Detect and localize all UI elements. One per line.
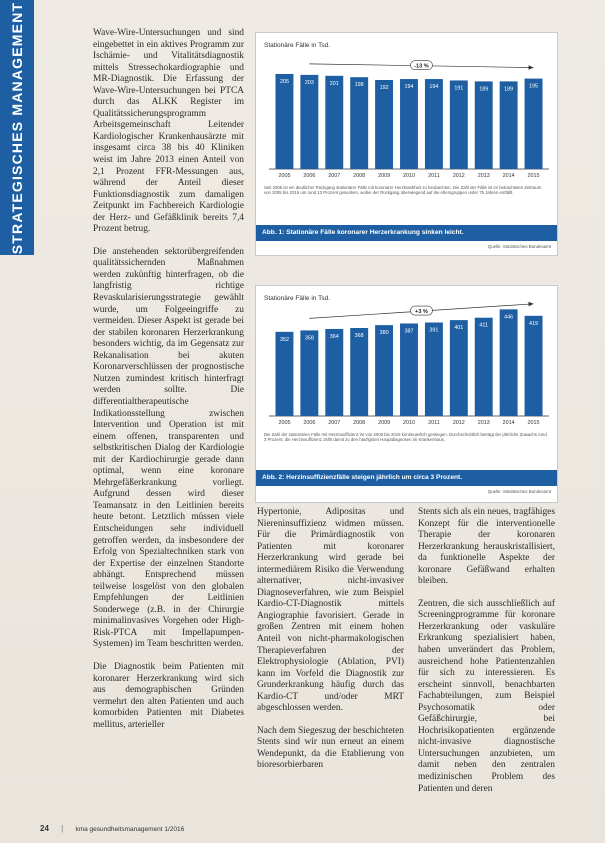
chart-bar: [425, 79, 443, 169]
bar-value-label: 205: [279, 78, 289, 85]
chart-bar: [500, 81, 518, 169]
trend-annotation: -13 %: [414, 63, 429, 70]
chart-bar: [525, 79, 543, 169]
x-tick-label: 2005: [278, 173, 291, 179]
chart-bar: [300, 330, 318, 416]
x-tick-label: 2006: [303, 173, 316, 179]
figure-1-note: Seit 2005 ist ein deutlicher Rückgang stationärer Fälle mit koronarer Herzkrankheit zu beobachten. Die Zahl der Fälle ist im betrachteten Zeitraum von 2005 bis 2015 um rund 13 Prozent gesunken, wobei der Rückgang überwiegend auf die Altersgruppen unter 75 Jahren entfällt.: [264, 185, 542, 196]
x-tick-label: 2005: [278, 420, 291, 426]
paragraph: Hypertonie, Adipositas und Niereninsuffizienz widmen müssen. Für die Primärdiagnostik von Patienten mit koronarer Herzerkrankung wird gerade bei intermediärem Risiko die Verwendung alternativer, nicht-invasiver Diagnoseverfahren, wie zum Beispiel Kardio-CT-Diagnostik mittels Angiographie favorisiert. Gerade in großen Zentren mit einem hohen Anteil von nicht-pharmakologischen Therapieverfahren der Elektrophysiologie (Ablation, PVI) kann im Vorfeld die Diagnostik zur Grunderkrankung häufig durch das Kardio-CT und/oder MRT abgeschlossen werden.: [257, 507, 404, 714]
x-tick-label: 2008: [353, 173, 366, 179]
text-column-left: [93, 28, 244, 742]
chart-bar: [500, 309, 518, 416]
bar-value-label: 198: [354, 82, 364, 89]
chart-bar: [375, 80, 393, 169]
paragraph: Nach dem Siegeszug der beschichteten Stents sind wir nun erneut an einem Wendepunkt, da die Etablierung von bioresorbierbaren: [257, 725, 404, 771]
figure-2: [255, 285, 558, 503]
chart-bar: [275, 332, 293, 416]
bar-value-label: 189: [479, 86, 489, 93]
figure-2-caption: Abb. 2: Herzinsuffizienzfälle steigen jährlich um circa 3 Prozent.: [256, 470, 557, 486]
chart-bar: [400, 79, 418, 169]
x-tick-label: 2011: [428, 173, 440, 179]
bar-value-label: 194: [404, 84, 414, 91]
paragraph: Stents sich als ein neues, tragfähiges Konzept für die interventionelle Therapie der koronaren Herzerkrankung herauskristallisiert, da funktionelle Aspekte der koronare Gefäßwand erhalten bleiben.: [418, 507, 555, 587]
figure-2-source: Quelle: Statistisches Bundesamt: [487, 489, 551, 494]
bar-value-label: 352: [279, 336, 289, 343]
chart-bar: [450, 80, 468, 169]
paragraph: Die anstehenden sektorübergreifenden qualitätssichernden Maßnahmen werden zukünftig hinterfragen, ob die langfristig richtige Revaskularisierungsstrategie gewählt wurde, um Folgeeingriffe zu vermeiden. Dieser Aspekt ist gerade bei der stabilen koronaren Herzerkrankung besonders wichtig, da im Gegensatz zur Rekanalisation bei akuten Koronarverschlüssen der prognostische Nutzen zumindest kritisch hinterfragt werden sollte. Die differentialtherapeutische Indikationsstellung zwischen Intervention und Operation ist mit einem offenen, transparenten und selbstkritischen Dialog der Kardiologie mit der Kardiochirurgie gerade dann optimal, wenn eine koronare Mehrgefäßerkrankung vorliegt. Aufgrund dessen wird dieser Teamansatz in den Leitlinien bereits heute betont. Letztlich müssen viele Entscheidungen sehr individuell getroffen werden, da insbesondere der Erfolg von Spezialtechniken stark von der Expertise der einzelnen Standorte abhängt. Entsprechend müssen teilweise losgelöst von den globalen Empfehlungen der Leitlinien Sonderwege (z.B. in der Chirurgie minimalinvasives Vorgehen oder High-Risk-PTCA mit Impellapumpen-Systemen) im Team beschritten werden.: [93, 246, 244, 650]
figure-1-source: Quelle: Statistisches Bundesamt: [487, 244, 551, 249]
publication-name: kma gesundheitsmanagement 1/2016: [75, 826, 185, 833]
chart-bar: [475, 318, 493, 416]
x-tick-label: 2013: [477, 173, 490, 179]
page-footer: [40, 824, 184, 833]
x-tick-label: 2007: [328, 173, 341, 179]
chart-bar: [425, 323, 443, 417]
x-tick-label: 2012: [452, 173, 465, 179]
x-tick-label: 2006: [303, 420, 316, 426]
bar-value-label: 391: [429, 327, 439, 334]
chart-2: [256, 286, 557, 431]
bar-value-label: 387: [404, 328, 414, 335]
bar-value-label: 203: [304, 79, 314, 86]
chart-bar: [400, 323, 418, 416]
bar-value-label: 419: [529, 320, 539, 327]
chart-title: Stationäre Fälle in Tsd.: [264, 42, 330, 49]
trend-annotation: +3 %: [415, 309, 428, 316]
bar-value-label: 364: [329, 333, 339, 340]
text-column-right: [418, 507, 555, 806]
text-column-middle: [257, 507, 404, 783]
figure-1-caption: Abb. 1: Stationäre Fälle koronarer Herzerkrankung sinken leicht.: [256, 225, 557, 241]
x-tick-label: 2014: [502, 173, 515, 179]
x-tick-label: 2009: [378, 173, 391, 179]
bar-value-label: 195: [529, 83, 539, 90]
bar-value-label: 411: [479, 322, 489, 329]
x-tick-label: 2008: [353, 420, 366, 426]
bar-value-label: 189: [504, 86, 514, 93]
chart-bar: [450, 320, 468, 416]
paragraph: Die Diagnostik beim Patienten mit koronarer Herzerkrankung wird sich aus demographischen Gründen vermehrt den alten Patienten und auch komorbiden Patienten mit Diabetes mellitus, arterieller: [93, 661, 244, 730]
bar-value-label: 194: [429, 84, 439, 91]
chart-bar: [525, 316, 543, 416]
footer-separator: |: [61, 824, 64, 833]
chart-title: Stationäre Fälle in Tsd.: [264, 295, 330, 302]
x-tick-label: 2015: [527, 173, 540, 179]
x-tick-label: 2009: [378, 420, 391, 426]
chart-1: [256, 33, 557, 183]
section-tab: [0, 0, 34, 255]
paragraph: Wave-Wire-Untersuchungen und sind eingebettet in ein aktives Programm zur Ischämie- und Vitalitätsdiagnostik mittels Stressechokardiographie und MR-Diagnostik. Die Erfassung der Wave-Wire-Untersuchungen bei PTCA durch das ALKK Register im Qualitätssicherungsprogramm Arbeitsgemeinschaft Leitender Kardiologischer Krankenhausärzte mit insgesamt circa 38 bis 40 Kliniken weist im Jahre 2013 einen Anteil von 2,1 Prozent FFR-Messungen aus, während der Anteil dieser Funktionsdiagnostik zum damaligen Zeitpunkt im Fachbereich Kardiologie der Herz- und Gefäßklinik bereits 7,4 Prozent betrug.: [93, 28, 244, 235]
chart-bar: [350, 77, 368, 169]
chart-bar: [325, 329, 343, 416]
x-tick-label: 2014: [502, 420, 515, 426]
bar-value-label: 192: [379, 84, 389, 91]
x-tick-label: 2013: [477, 420, 490, 426]
trend-arrowhead: [529, 65, 534, 69]
x-tick-label: 2011: [428, 420, 440, 426]
x-tick-label: 2015: [527, 420, 540, 426]
bar-value-label: 401: [454, 325, 464, 332]
bar-value-label: 380: [379, 330, 389, 337]
bar-value-label: 358: [304, 335, 314, 342]
figure-1: [255, 32, 558, 256]
trend-arrowhead: [528, 302, 533, 306]
section-tab-label: STRATEGISCHES MANAGEMENT: [9, 1, 25, 254]
bar-value-label: 368: [354, 333, 364, 339]
bar-value-label: 446: [504, 314, 514, 321]
chart-bar: [325, 76, 343, 169]
chart-bar: [275, 74, 293, 169]
chart-bar: [350, 328, 368, 416]
x-tick-label: 2010: [403, 173, 415, 179]
bar-value-label: 191: [454, 85, 464, 92]
x-tick-label: 2007: [328, 420, 341, 426]
page-number: 24: [40, 824, 49, 833]
x-tick-label: 2012: [452, 420, 465, 426]
paragraph: Zentren, die sich ausschließlich auf Screeningprogramme für koronare Herzerkrankung oder vaskuläre Erkrankung spezialisiert haben, haben unverändert das Problem, ausreichend hohe Patientenzahlen für sich zu interessieren. Es erscheint sinnvoll, benachbarten Fachabteilungen, zum Beispiel Psychosomatik oder Gefäßchirurgie, bei Hochrisikopatienten ergänzende nicht-invasive diagnostische Untersuchungen anzubieten, um damit neben den zentralen medizinischen Problem des Patienten und deren: [418, 598, 555, 794]
x-tick-label: 2010: [403, 420, 415, 426]
chart-bar: [475, 81, 493, 169]
chart-bar: [375, 325, 393, 416]
figure-2-note: Die Zahl der stationären Fälle mit Herzinsuffizienz ist von 2005 bis 2015 kontinuierlich gestiegen. Durchschnittlich beträgt der jährliche Zuwachs rund 3 Prozent; die Herzinsuffizienz zählt damit zu den häufigsten Hauptdiagnosen im Krankenhaus.: [264, 432, 547, 443]
bar-value-label: 201: [329, 80, 339, 87]
chart-bar: [300, 75, 318, 169]
